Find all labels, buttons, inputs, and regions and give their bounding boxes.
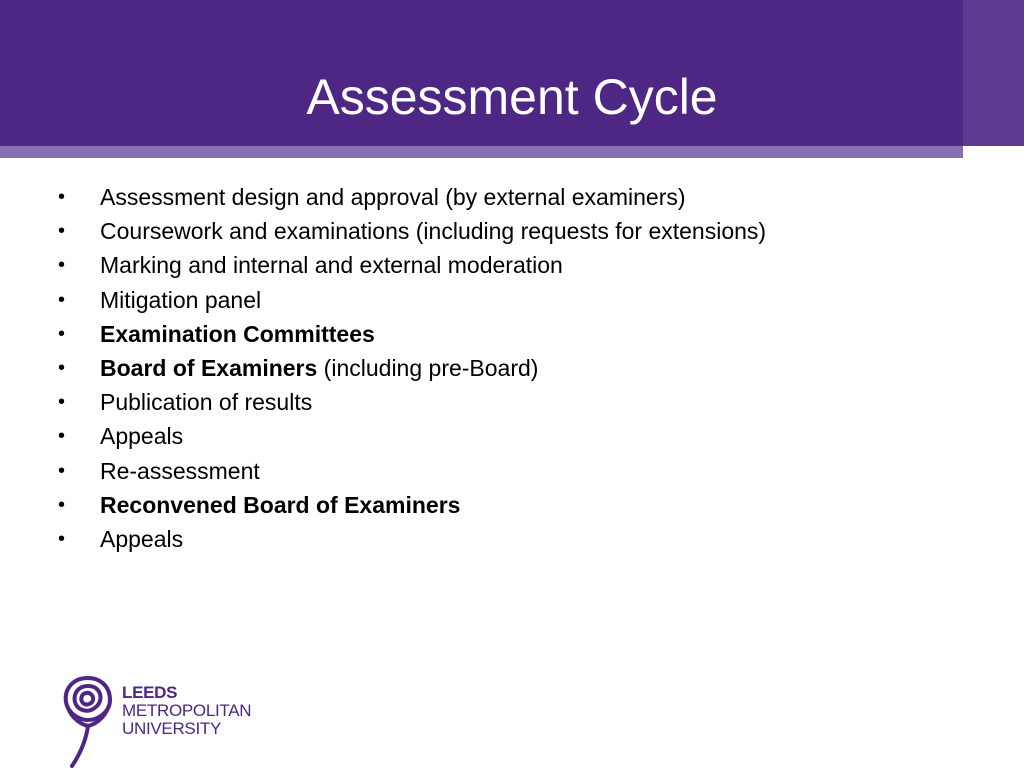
bullet-icon: • xyxy=(58,186,66,208)
bullet-text xyxy=(100,180,686,214)
rose-icon xyxy=(58,670,118,768)
bullet-icon: • xyxy=(58,220,66,243)
bullet-plain-text: Re-assessment xyxy=(100,457,260,484)
logo-line-metropolitan: METROPOLITAN xyxy=(122,701,252,720)
bullet-text xyxy=(100,248,563,282)
bullet-text xyxy=(100,283,261,317)
bullet-icon: • xyxy=(58,493,66,516)
bullet-plain-text: Publication of results xyxy=(100,389,313,416)
bullet-plain-text: Mitigation panel xyxy=(100,286,262,313)
bullet-text xyxy=(100,419,183,453)
university-logo xyxy=(58,670,278,768)
bullet-bold-text: Reconvened Board of Examiners xyxy=(100,491,461,518)
bullet-text xyxy=(100,214,766,248)
bullet-icon: • xyxy=(58,391,66,414)
bullet-plain-text: (including pre-Board) xyxy=(317,354,539,381)
bullet-text xyxy=(100,317,375,351)
bullet-bold-text: Examination Committees xyxy=(100,320,375,347)
logo-text xyxy=(122,684,251,738)
bullet-plain-text: Appeals xyxy=(100,423,184,450)
bullet-plain-text: Assessment design and approval (by external examiners) xyxy=(100,184,686,210)
bullet-text xyxy=(100,385,312,419)
logo-line-university: UNIVERSITY xyxy=(122,719,222,738)
bullet-text xyxy=(100,522,183,556)
bullet-icon: • xyxy=(58,254,66,277)
bullet-icon: • xyxy=(58,356,66,379)
bullet-text xyxy=(100,351,538,385)
bullet-text xyxy=(100,488,460,522)
bullet-plain-text: Marking and internal and external moderation xyxy=(100,252,563,279)
slide-title: Assessment Cycle xyxy=(306,69,718,125)
bullet-plain-text: Coursework and examinations (including requests for extensions) xyxy=(100,218,767,245)
bullet-icon: • xyxy=(58,322,66,345)
bullet-icon: • xyxy=(58,527,66,550)
bullet-bold-text: Board of Examiners xyxy=(100,354,318,381)
logo-line-leeds: LEEDS xyxy=(122,683,178,702)
bullet-text xyxy=(100,454,260,488)
bullet-icon: • xyxy=(58,459,66,482)
header-stripe xyxy=(0,146,963,158)
bullet-icon: • xyxy=(58,425,66,448)
bullet-icon: • xyxy=(58,288,66,311)
bullet-plain-text: Appeals xyxy=(100,525,184,552)
